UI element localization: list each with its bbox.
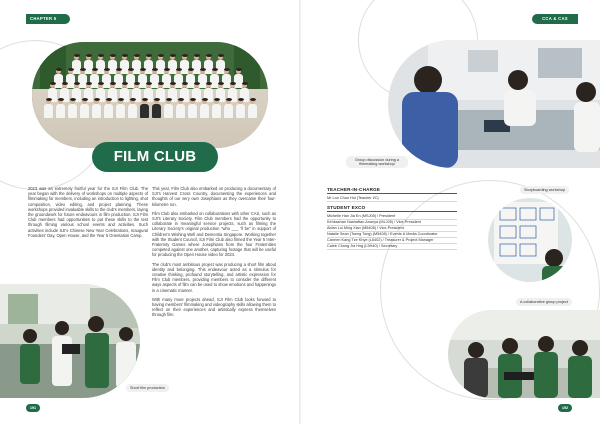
short-film-caption: Short film production: [126, 384, 169, 392]
closing-paragraph: With many more projects ahead, SJI Film Club looks forward to having members' filmmaking and videography skills allowing them to reflect on their experiences and artistically express themselves through film.: [152, 296, 276, 318]
storyboard-caption: Storyboarding workshop: [520, 186, 569, 194]
page-number-left: 191: [26, 404, 40, 412]
page-number-right: 192: [558, 404, 572, 412]
teacher-in-charge-heading: TEACHER-IN-CHARGE: [327, 187, 457, 194]
storyboard-photo: [488, 198, 572, 282]
group-discussion-caption: Group discussion during a filmmaking workshop: [346, 156, 408, 168]
teacher-name: Mr Loo Chun Hui (Teacher I/C): [327, 196, 457, 202]
collaboration-paragraph: Film Club also embarked on collaborations with other CAS, such as SJI's Literary Society. Film Club members had the opportunity to collaborate in meaningful service projects, such as filming the Literary Society's original production "who ___ 'll be" in support of Children's Wishing Well and Dementia Singapore. Working together with the Student Council, SJI Film Club also filmed the Year 5 Inter-Fraternity Games where Josephians from the four Fraternities competed against one another, capturing footage that will be useful for producing the Open House video for 2024.: [152, 210, 276, 258]
group-photo: [32, 42, 268, 148]
short-film-paragraph: The club's most ambitious project was producing a short film about identity and belonging. This endeavour acted as a stimulus for creative thinking, profound storytelling, and artistic expression for Film Club members, providing members to consider the different ways aspects of film can be used to show emotions and happenings in a cinematic manner.: [152, 261, 276, 293]
discussion-illustration: [388, 40, 600, 168]
exco-member: Kehkashan Nashaftan Ananya (MLJ05) / Vice-President: [327, 220, 457, 226]
intro-paragraph: 2023 was an extremely fruitful year for the SJI Film Club. The year began with the delivery of workshops on multiple aspects of filmmaking for members, including an introduction to lighting, shot composition, video editing, and project planning. These workshops provided invaluable skills to the club's members, laying the groundwork for future endeavours in film production. SJI Film Club members had opportunities to put these skills to the test through filming various school events and activities. Such activities include SJI's Chinese New Year Celebrations, Inaugural Founders' Day, Open House, and the Year 5 Orientation Camp.: [28, 186, 149, 238]
exco-member: Carmen Kang Tze Khye (L6402) / Treasurer & Project Manager: [327, 238, 457, 244]
documentary-paragraph: This year, Film Club also embarked on producing a documentary of SJI's Harvest Cross Country, documenting the experiences and thoughts of our very own Josephians as they overcame their four-kilometre run.: [152, 186, 276, 207]
storyboard-illustration: [488, 198, 572, 282]
collaborative-illustration: [448, 310, 600, 398]
page-title: FILM CLUB: [92, 142, 218, 172]
right-column: [152, 186, 276, 318]
club-officials: [327, 187, 457, 250]
short-film-illustration: [0, 284, 140, 398]
page-gutter: [299, 0, 301, 424]
collaborative-photo: [448, 310, 600, 398]
student-exco-heading: STUDENT EXCO: [327, 205, 457, 212]
exco-member: Aidan Lui Ming Xian (M5408) / Vice-President: [327, 226, 457, 232]
collaborative-caption: A collaborative group project: [516, 298, 572, 306]
group-discussion-photo: [388, 40, 600, 168]
short-film-photo: [0, 284, 140, 398]
chapter-tab: CHAPTER 5: [26, 14, 70, 24]
exco-member: Michelle Han Jia En (MSJ05) / President: [327, 214, 457, 220]
section-tab: CCA & CAS: [532, 14, 578, 24]
exco-member: Caleb Chong Jia Hng (L5H40) / Secretary: [327, 244, 457, 250]
exco-member: Natalie Sean (Tseng Tong) (M5408) / Events & Media Coordinator: [327, 232, 457, 238]
